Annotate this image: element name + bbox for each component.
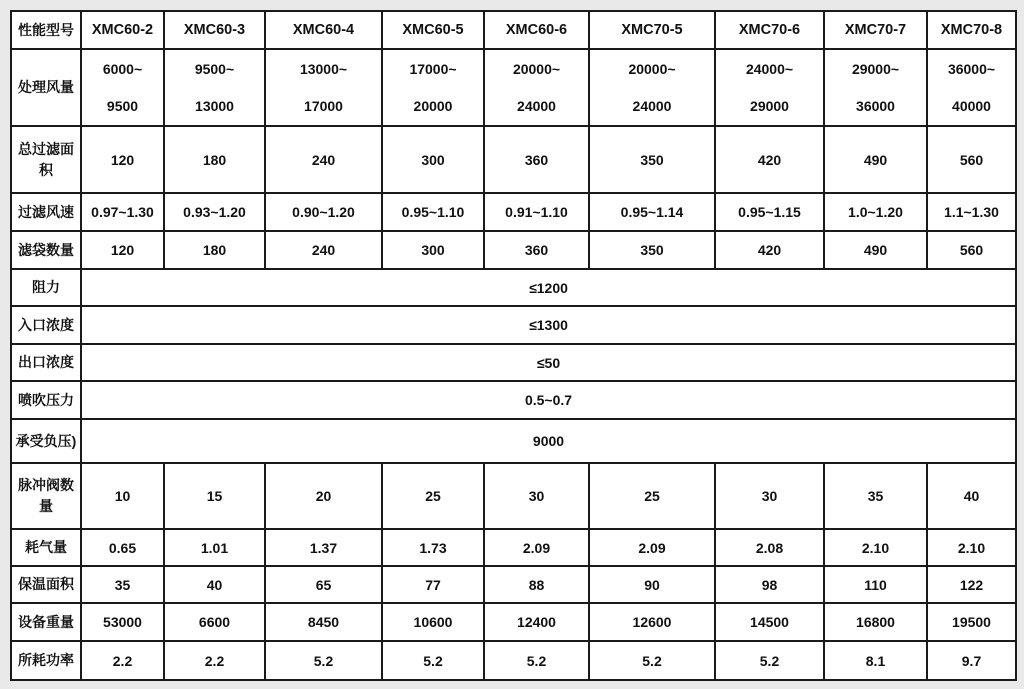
row-label: 滤袋数量 — [11, 231, 81, 269]
table-cell: 0.90~1.20 — [265, 193, 382, 231]
model-header: XMC60-4 — [265, 11, 382, 49]
header-label: 性能型号 — [11, 11, 81, 49]
model-header: XMC60-2 — [81, 11, 164, 49]
table-cell: 5.2 — [265, 641, 382, 680]
table-cell: 2.10 — [927, 529, 1016, 566]
table-cell: 2.08 — [715, 529, 824, 566]
table-row-outlet-concentration — [11, 344, 1016, 381]
row-label: 阻力 — [11, 269, 81, 306]
table-cell — [382, 49, 484, 126]
table-cell: 240 — [265, 231, 382, 269]
range-cell — [718, 51, 821, 124]
merged-value-cell: 9000 — [81, 419, 1016, 463]
table-cell: 2.09 — [484, 529, 589, 566]
range-from: 20000~ — [628, 61, 676, 78]
range-from: 20000~ — [512, 61, 561, 78]
merged-value-cell: ≤1200 — [81, 269, 1016, 306]
row-label: 过滤风速 — [11, 193, 81, 231]
range-to: 17000 — [304, 97, 343, 114]
row-label: 总过滤面积 — [11, 126, 81, 193]
table-cell: 5.2 — [715, 641, 824, 680]
model-header: XMC60-3 — [164, 11, 265, 49]
table-cell: 490 — [824, 126, 927, 193]
row-label: 承受负压) — [11, 419, 81, 463]
table-cell: 110 — [824, 566, 927, 603]
table-cell: 2.10 — [824, 529, 927, 566]
table-cell: 122 — [927, 566, 1016, 603]
table-cell: 350 — [589, 231, 715, 269]
table-row-inlet-concentration — [11, 306, 1016, 344]
row-label: 脉冲阀数量 — [11, 463, 81, 529]
table-cell: 0.95~1.10 — [382, 193, 484, 231]
table-cell: 90 — [589, 566, 715, 603]
range-to: 40000 — [952, 97, 991, 114]
range-to: 36000 — [856, 97, 895, 114]
range-from: 13000~ — [299, 61, 348, 78]
table-cell: 25 — [589, 463, 715, 529]
table-cell: 12600 — [589, 603, 715, 641]
table-row-filter-area — [11, 126, 1016, 193]
range-from: 29000~ — [851, 61, 900, 78]
range-cell — [268, 51, 379, 124]
merged-value-cell: 0.5~0.7 — [81, 381, 1016, 419]
range-from: 17000~ — [409, 61, 457, 78]
table-cell: 300 — [382, 126, 484, 193]
table-cell: 77 — [382, 566, 484, 603]
row-label: 喷吹压力 — [11, 381, 81, 419]
table-row-negative-pressure — [11, 419, 1016, 463]
table-cell: 490 — [824, 231, 927, 269]
table-cell: 0.65 — [81, 529, 164, 566]
table-cell — [81, 49, 164, 126]
table-cell: 5.2 — [484, 641, 589, 680]
table-cell: 53000 — [81, 603, 164, 641]
table-cell: 40 — [927, 463, 1016, 529]
table-cell: 40 — [164, 566, 265, 603]
model-header: XMC60-5 — [382, 11, 484, 49]
range-cell — [487, 51, 586, 124]
range-cell — [84, 51, 161, 124]
table-cell — [715, 49, 824, 126]
table-cell: 120 — [81, 231, 164, 269]
table-cell — [265, 49, 382, 126]
table-cell: 1.37 — [265, 529, 382, 566]
range-to: 24000 — [517, 97, 556, 114]
table-cell: 360 — [484, 231, 589, 269]
range-from: 6000~ — [102, 61, 143, 78]
table-cell: 2.09 — [589, 529, 715, 566]
range-cell — [385, 51, 481, 124]
row-label: 所耗功率 — [11, 641, 81, 680]
table-cell: 30 — [484, 463, 589, 529]
table-cell: 300 — [382, 231, 484, 269]
table-cell: 98 — [715, 566, 824, 603]
row-label: 入口浓度 — [11, 306, 81, 344]
table-cell: 1.0~1.20 — [824, 193, 927, 231]
table-cell: 65 — [265, 566, 382, 603]
table-cell: 8.1 — [824, 641, 927, 680]
merged-value-cell: ≤1300 — [81, 306, 1016, 344]
table-cell: 0.95~1.15 — [715, 193, 824, 231]
range-to: 20000 — [413, 97, 453, 114]
table-row-resistance — [11, 269, 1016, 306]
table-cell: 180 — [164, 126, 265, 193]
table-row-equipment-weight — [11, 603, 1016, 641]
table-cell: 15 — [164, 463, 265, 529]
range-from: 24000~ — [745, 61, 794, 78]
table-cell: 360 — [484, 126, 589, 193]
table-cell: 120 — [81, 126, 164, 193]
table-cell: 0.95~1.14 — [589, 193, 715, 231]
table-cell: 16800 — [824, 603, 927, 641]
table-cell: 0.97~1.30 — [81, 193, 164, 231]
table-row-airflow — [11, 49, 1016, 126]
table-cell: 9.7 — [927, 641, 1016, 680]
range-to: 9500 — [106, 97, 139, 114]
table-cell: 10 — [81, 463, 164, 529]
table-cell: 2.2 — [81, 641, 164, 680]
table-cell: 5.2 — [589, 641, 715, 680]
table-cell: 35 — [81, 566, 164, 603]
spec-table-sheet — [10, 10, 1017, 681]
table-row-blow-pressure — [11, 381, 1016, 419]
table-cell: 560 — [927, 126, 1016, 193]
table-cell: 12400 — [484, 603, 589, 641]
range-cell — [167, 51, 262, 124]
table-header-row — [11, 11, 1016, 49]
table-cell: 8450 — [265, 603, 382, 641]
row-label: 耗气量 — [11, 529, 81, 566]
range-cell — [827, 51, 924, 124]
table-cell: 1.01 — [164, 529, 265, 566]
range-to: 29000 — [750, 97, 789, 114]
range-cell — [930, 51, 1013, 124]
range-to: 24000 — [632, 97, 672, 114]
table-cell: 6600 — [164, 603, 265, 641]
table-cell: 35 — [824, 463, 927, 529]
table-cell — [824, 49, 927, 126]
table-cell: 14500 — [715, 603, 824, 641]
table-cell: 1.1~1.30 — [927, 193, 1016, 231]
merged-value-cell: ≤50 — [81, 344, 1016, 381]
table-cell: 240 — [265, 126, 382, 193]
table-cell: 0.91~1.10 — [484, 193, 589, 231]
table-cell: 5.2 — [382, 641, 484, 680]
table-cell: 420 — [715, 126, 824, 193]
range-to: 13000 — [195, 97, 234, 114]
model-header: XMC70-7 — [824, 11, 927, 49]
model-header: XMC70-5 — [589, 11, 715, 49]
table-cell: 30 — [715, 463, 824, 529]
table-cell — [927, 49, 1016, 126]
table-cell: 88 — [484, 566, 589, 603]
model-header: XMC60-6 — [484, 11, 589, 49]
row-label: 保温面积 — [11, 566, 81, 603]
table-cell: 20 — [265, 463, 382, 529]
table-cell: 350 — [589, 126, 715, 193]
range-from: 36000~ — [947, 61, 996, 78]
spec-table — [10, 10, 1017, 681]
row-label: 处理风量 — [11, 49, 81, 126]
table-cell: 19500 — [927, 603, 1016, 641]
table-cell: 180 — [164, 231, 265, 269]
model-header: XMC70-6 — [715, 11, 824, 49]
table-row-bag-count — [11, 231, 1016, 269]
table-cell — [484, 49, 589, 126]
table-row-pulse-valves — [11, 463, 1016, 529]
row-label: 设备重量 — [11, 603, 81, 641]
table-row-air-consumption — [11, 529, 1016, 566]
table-cell: 1.73 — [382, 529, 484, 566]
table-row-power — [11, 641, 1016, 680]
table-cell: 2.2 — [164, 641, 265, 680]
range-from: 9500~ — [194, 61, 235, 78]
table-row-insulation-area — [11, 566, 1016, 603]
row-label: 出口浓度 — [11, 344, 81, 381]
range-cell — [592, 51, 712, 124]
table-cell: 0.93~1.20 — [164, 193, 265, 231]
table-cell: 560 — [927, 231, 1016, 269]
table-cell — [589, 49, 715, 126]
table-row-filter-speed — [11, 193, 1016, 231]
table-cell: 25 — [382, 463, 484, 529]
table-cell — [164, 49, 265, 126]
table-cell: 420 — [715, 231, 824, 269]
model-header: XMC70-8 — [927, 11, 1016, 49]
table-cell: 10600 — [382, 603, 484, 641]
